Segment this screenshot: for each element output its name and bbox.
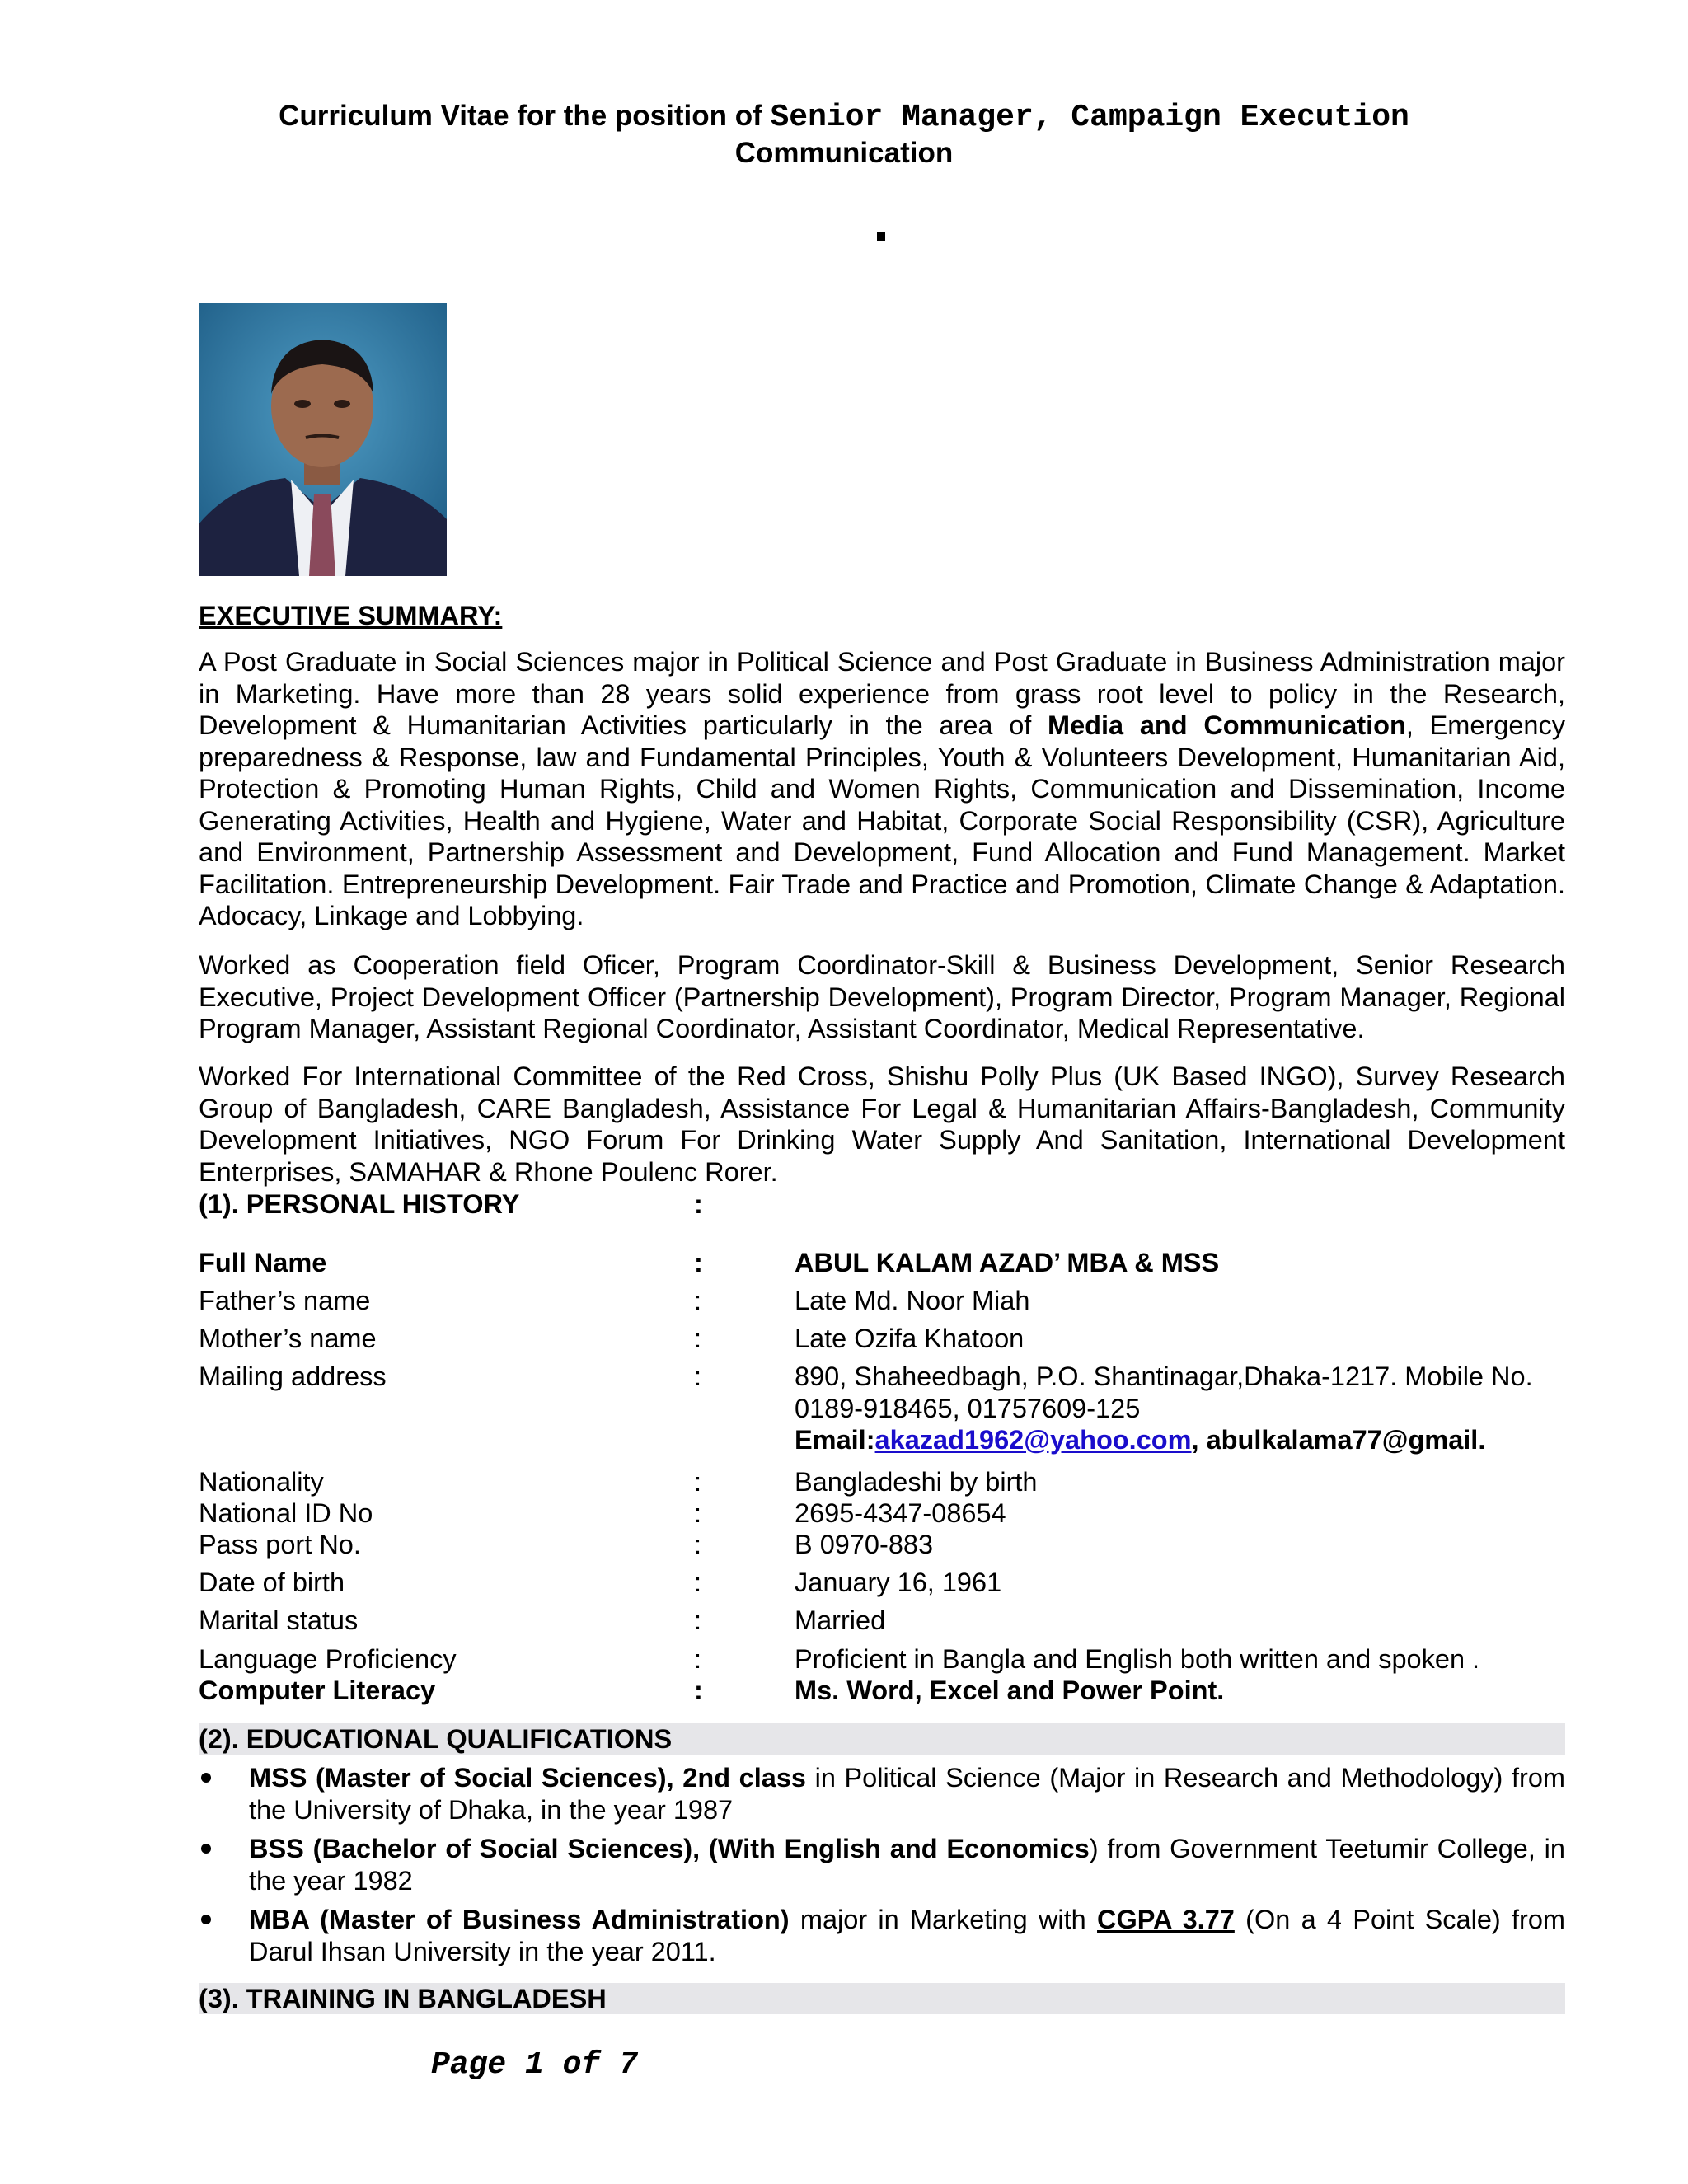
degree-detail: major in Marketing with [789,1905,1098,1934]
degree-name: MBA (Master of Business Administration) [249,1905,790,1934]
summary-text: A Post Graduate in Social Sciences major in Political Science and Post Graduate in Business Administration major in Marketing. Have more than 28 years solid experience from grass root level to policy in the Research, Development & Humanitarian Activities particularly in the area of [199,647,1565,740]
email-label: Email: [795,1425,875,1455]
page-number: Page 1 of 7 [431,2047,638,2083]
passport-value: B 0970-883 [795,1530,934,1559]
marital-value: Married [795,1605,886,1635]
nid-label: National ID No [199,1498,373,1528]
email-link[interactable]: akazad1962@yahoo.com [874,1425,1192,1455]
title-prefix: Curriculum Vitae for the position of [279,100,762,132]
dob-value: January 16, 1961 [795,1568,1002,1597]
passport-label: Pass port No. [199,1530,361,1559]
colon: : [694,1498,702,1528]
summary-text-cont: , Emergency preparedness & Response, law and Fundamental Principles, Youth & Volunteers Development, Humanitarian Aid, Protection & Promoting Human Rights, Child and Women Rights, Communication and Dissemination, Income Generating Activities, Health and Hygiene, Water and Habitat, Corporate Social Responsibility (CSR), Agriculture and Environment, Partnership Assessment and Development, Fund Allocation and Fund Management. Market Facilitation. Entrepreneurship Development. Fair Trade and Practice and Promotion, Climate Change & Adaptation. Adocacy, Linkage and Lobbying. [199,710,1565,930]
father-value: Late Md. Noor Miah [795,1286,1030,1315]
degree-detail-cont: (On a 4 Point Scale) from Darul Ihsan University in the year 2011. [249,1905,1566,1966]
nationality-value: Bangladeshi by birth [795,1467,1038,1497]
mailing-label: Mailing address [199,1361,387,1391]
education-item [199,1904,1565,1967]
language-label: Language Proficiency [199,1644,457,1674]
summary-paragraph-3: Worked For International Committee of the Red Cross, Shishu Polly Plus (UK Based INGO), Survey Research Group of Bangladesh, CARE Bangladesh, Assistance For Legal & Humanitarian Affairs-Bangladesh, Community Development Initiatives, NGO Forum For Drinking Water Supply And Sanitation, International Development Enterprises, SAMAHAR & Rhone Poulenc Rorer. [199,1062,1565,1187]
education-heading: (2). EDUCATIONAL QUALIFICATIONS [199,1723,1565,1755]
executive-summary-heading: EXECUTIVE SUMMARY: [199,601,503,630]
mailing-address: 890, Shaheedbagh, P.O. Shantinagar,Dhaka-1217. Mobile No. 0189-918465, 01757609-125 [795,1361,1533,1423]
colon: : [694,1286,702,1315]
profile-photo [199,303,447,576]
degree-detail: ) from Government Teetumir College, in the year 1982 [249,1834,1565,1896]
education-item [199,1762,1565,1825]
computer-label: Computer Literacy [199,1675,436,1705]
mailing-value [795,1361,1569,1456]
degree-detail: in Political Science (Major in Research and Methodology) from the University of Dhaka, in the year 1987 [249,1763,1565,1825]
bullet-icon [201,1773,211,1783]
degree-name: BSS (Bachelor of Social Sciences), (With English and Economics [249,1834,1090,1863]
colon: : [694,1530,702,1559]
dob-label: Date of birth [199,1568,345,1597]
personal-history-heading: (1). PERSONAL HISTORY [199,1189,520,1219]
colon: : [694,1467,702,1497]
colon: : [694,1675,703,1705]
bullet-icon [201,1915,211,1924]
education-item [199,1833,1565,1896]
summary-highlight: Media and Communication [1048,710,1406,740]
bullet-mark [877,232,885,241]
full-name-label: Full Name [199,1248,327,1277]
nationality-label: Nationality [199,1467,324,1497]
nid-value: 2695-4347-08654 [795,1498,1006,1528]
colon: : [694,1361,702,1391]
document-title [0,100,1688,135]
full-name-value: ABUL KALAM AZAD’ MBA & MSS [795,1248,1220,1277]
colon: : [694,1644,702,1674]
colon: : [694,1248,703,1277]
bullet-icon [201,1844,211,1854]
mother-label: Mother’s name [199,1324,377,1353]
father-label: Father’s name [199,1286,371,1315]
email-secondary: , abulkalama77@gmail. [1191,1425,1486,1455]
language-value: Proficient in Bangla and English both written and spoken . [795,1644,1480,1674]
colon: : [694,1324,702,1353]
degree-name: MSS (Master of Social Sciences), 2nd class [249,1763,806,1793]
document-title-line2: Communication [734,137,954,169]
computer-value: Ms. Word, Excel and Power Point. [795,1675,1225,1705]
colon: : [694,1568,702,1597]
colon: : [694,1605,702,1635]
training-heading: (3). TRAINING IN BANGLADESH [199,1983,1565,2014]
summary-paragraph-1 [199,646,1565,932]
marital-label: Marital status [199,1605,359,1635]
mother-value: Late Ozifa Khatoon [795,1324,1025,1353]
cgpa-value: CGPA 3.77 [1097,1905,1235,1934]
summary-paragraph-2: Worked as Cooperation field Oficer, Program Coordinator-Skill & Business Development, Senior Research Executive, Project Development Officer (Partnership Development), Program Director, Program Manager, Regional Program Manager, Assistant Regional Coordinator, Assistant Coordinator, Medical Representative. [199,950,1565,1043]
colon: : [694,1189,703,1219]
position-title: Senior Manager, Campaign Execution [770,100,1409,135]
